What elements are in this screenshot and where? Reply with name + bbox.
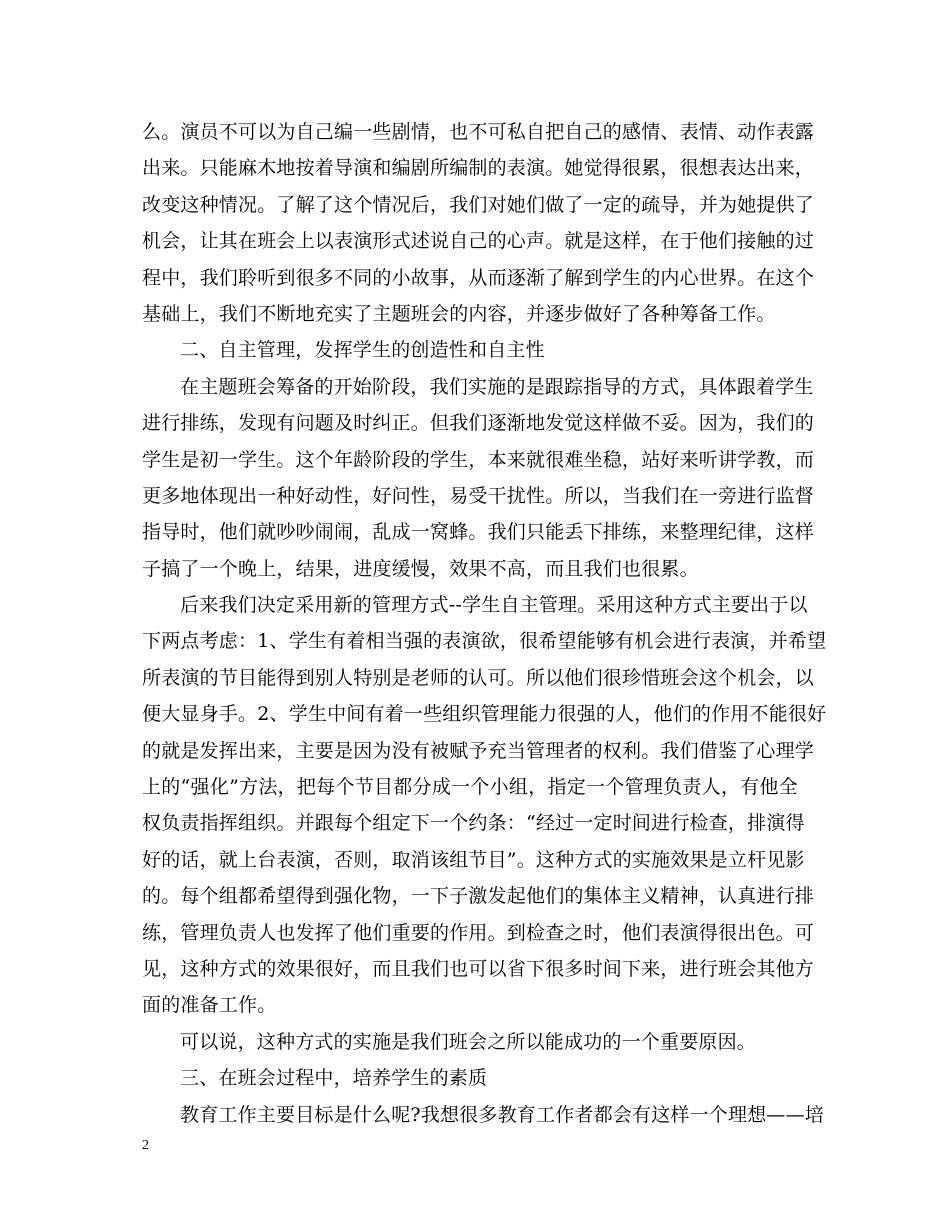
text-line: 好的话，就上台表演，否则，取消该组节目”。这种方式的实施效果是立杆见影 bbox=[142, 848, 805, 871]
text-line: 子搞了一个晚上，结果，进度缓慢，效果不高，而且我们也很累。 bbox=[142, 557, 699, 580]
text-line: 改变这种情况。了解了这个情况后，我们对她们做了一定的疏导，并为她提供了 bbox=[142, 193, 815, 216]
text-line: 的就是发挥出来，主要是因为没有被赋予充当管理者的权利。我们借鉴了心理学 bbox=[142, 739, 815, 762]
text-line: 三、在班会过程中，培养学生的素质 bbox=[180, 1067, 488, 1090]
document-body bbox=[142, 114, 827, 1133]
text-line: 学生是初一学生。这个年龄阶段的学生，本来就很难坐稳，站好来听讲学教，而 bbox=[142, 448, 815, 471]
text-line: 下两点考虑：1、学生有着相当强的表演欲，很希望能够有机会进行表演，并希望 bbox=[142, 630, 827, 653]
text-line: 教育工作主要目标是什么呢?我想很多教育工作者都会有这样一个理想——培 bbox=[180, 1103, 824, 1126]
text-line: 所表演的节目能得到别人特别是老师的认可。所以他们很珍惜班会这个机会，以 bbox=[142, 666, 815, 689]
text-line: 后来我们决定采用新的管理方式--学生自主管理。采用这种方式主要出于以 bbox=[180, 594, 808, 617]
text-line: 上的“强化”方法，把每个节目都分成一个小组，指定一个管理负责人，有他全 bbox=[142, 776, 798, 799]
text-line: 进行排练，发现有问题及时纠正。但我们逐渐地发觉这样做不妥。因为，我们的 bbox=[142, 412, 815, 435]
text-line: 么。演员不可以为自己编一些剧情，也不可私自把自己的感情、表情、动作表露 bbox=[142, 121, 815, 143]
text-line: 见，这种方式的效果很好，而且我们也可以省下很多时间下来，进行班会其他方 bbox=[142, 957, 815, 980]
text-line: 出来。只能麻木地按着导演和编剧所编制的表演。她觉得很累，很想表达出来， bbox=[142, 157, 815, 180]
text-line: 的。每个组都希望得到强化物，一下子激发起他们的集体主义精神，认真进行排 bbox=[142, 885, 815, 908]
text-line: 便大显身手。2、学生中间有着一些组织管理能力很强的人，他们的作用不能很好 bbox=[142, 703, 827, 726]
text-line: 程中，我们聆听到很多不同的小故事，从而逐渐了解到学生的内心世界。在这个 bbox=[142, 266, 815, 289]
text-line: 面的准备工作。 bbox=[142, 994, 277, 1017]
page-number: 2 bbox=[142, 1138, 149, 1153]
text-line: 权负责指挥组织。并跟每个组定下一个约条：“经过一定时间进行检查，排演得 bbox=[142, 812, 805, 835]
text-line: 在主题班会筹备的开始阶段，我们实施的是跟踪指导的方式，具体跟着学生 bbox=[180, 375, 814, 398]
text-line: 指导时，他们就吵吵闹闹，乱成一窝蜂。我们只能丢下排练，来整理纪律，这样 bbox=[142, 521, 815, 544]
text-line: 基础上，我们不断地充实了主题班会的内容，并逐步做好了各种筹备工作。 bbox=[142, 302, 776, 325]
text-line: 机会，让其在班会上以表演形式述说自己的心声。就是这样，在于他们接触的过 bbox=[142, 230, 815, 253]
text-line: 更多地体现出一种好动性，好问性，易受干扰性。所以，当我们在一旁进行监督 bbox=[142, 484, 815, 507]
text-line: 可以说，这种方式的实施是我们班会之所以能成功的一个重要原因。 bbox=[180, 1030, 757, 1053]
text-line: 二、自主管理，发挥学生的创造性和自主性 bbox=[180, 339, 545, 362]
text-line: 练，管理负责人也发挥了他们重要的作用。到检查之时，他们表演得很出色。可 bbox=[142, 921, 815, 944]
